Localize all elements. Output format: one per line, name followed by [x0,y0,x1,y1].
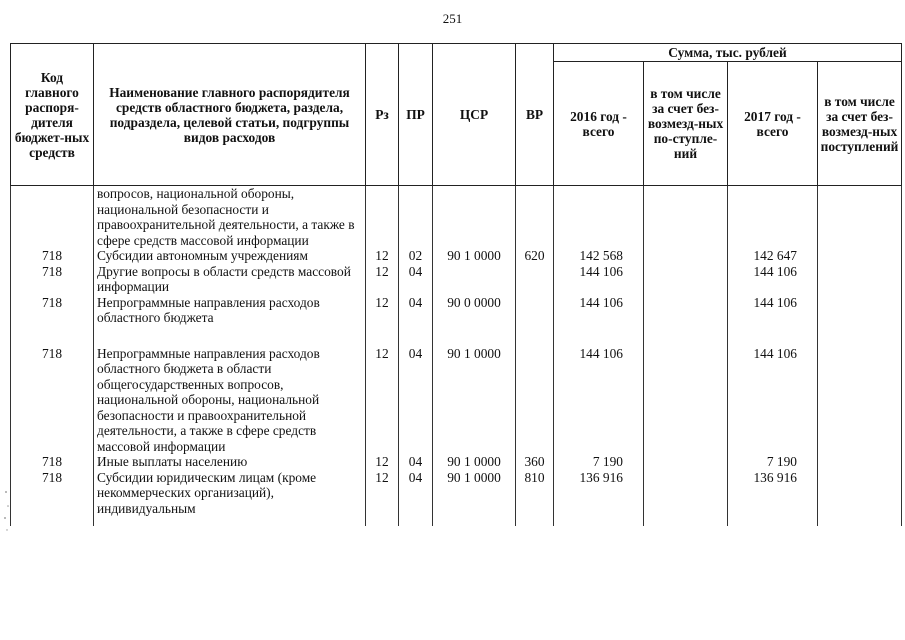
cell-csr [433,186,516,249]
table-row [11,186,902,249]
cell-code: 718 [11,295,94,326]
cell-pr [399,186,433,249]
cell-name: вопросов, национальной обороны, национальной безопасности и правоохранительной деятельности, а также в сфере средств массовой информации [94,186,366,249]
header-name: Наименование главного распорядителя средств областного бюджета, раздела, подраздела, целевой статьи, подгруппы видов расходов [94,44,366,186]
cell-vr: 360 [516,454,554,470]
spacer-cell [94,516,366,526]
spacer-cell [399,516,433,526]
header-2017-total: 2017 год - всего [728,62,818,186]
cell-2017-total: 136 916 [728,470,818,517]
cell-pr: 04 [399,454,433,470]
cell-2016-gratuitous [644,186,728,249]
cell-2017-gratuitous [818,454,902,470]
cell-csr: 90 1 0000 [433,454,516,470]
header-pr: ПР [399,44,433,186]
cell-rz [366,186,399,249]
cell-2016-gratuitous [644,295,728,326]
header-2016-total: 2016 год - всего [554,62,644,186]
table-row [11,295,902,326]
cell-rz: 12 [366,454,399,470]
cell-vr: 810 [516,470,554,517]
cell-2017-total: 7 190 [728,454,818,470]
cell-2016-total [554,186,644,249]
spacer-cell [11,516,94,526]
budget-table [10,43,902,526]
table-body [11,186,902,527]
cell-code: 718 [11,264,94,295]
cell-vr [516,186,554,249]
cell-rz: 12 [366,470,399,517]
table-row [11,264,902,295]
cell-pr: 02 [399,248,433,264]
cell-2016-total: 144 106 [554,326,644,455]
cell-2016-total: 7 190 [554,454,644,470]
cell-2016-total: 144 106 [554,264,644,295]
cell-csr: 90 0 0000 [433,295,516,326]
cell-name: Иные выплаты населению [94,454,366,470]
cell-2016-gratuitous [644,264,728,295]
cell-2017-gratuitous [818,326,902,455]
cell-vr [516,264,554,295]
header-rz: Рз [366,44,399,186]
cell-pr: 04 [399,295,433,326]
cell-code [11,186,94,249]
cell-name: Субсидии юридическим лицам (кроме некоммерческих организаций), индивидуальным [94,470,366,517]
header-sum-group: Сумма, тыс. рублей [554,44,902,62]
cell-csr: 90 1 0000 [433,470,516,517]
spacer-cell [433,516,516,526]
page-number: 251 [442,11,463,26]
cell-2016-total: 144 106 [554,295,644,326]
cell-name: Непрограммные направления расходов областного бюджета в области общегосударственных вопросов, национальной обороны, национальной безопасности и правоохранительной деятельности, а также в сфере средств массовой информации [94,326,366,455]
cell-rz: 12 [366,326,399,455]
cell-rz: 12 [366,264,399,295]
table-row [11,248,902,264]
cell-2016-total: 142 568 [554,248,644,264]
cell-vr [516,295,554,326]
spacer-cell [554,516,644,526]
cell-2017-gratuitous [818,186,902,249]
cell-code: 718 [11,248,94,264]
cell-pr: 04 [399,326,433,455]
cell-pr: 04 [399,470,433,517]
cell-csr [433,264,516,295]
header-csr: ЦСР [433,44,516,186]
cell-vr: 620 [516,248,554,264]
cell-pr: 04 [399,264,433,295]
table-header [11,44,902,186]
cell-csr: 90 1 0000 [433,326,516,455]
cell-name: Непрограммные направления расходов областного бюджета [94,295,366,326]
spacer-cell [818,516,902,526]
cell-name: Субсидии автономным учреждениям [94,248,366,264]
table-row [11,470,902,517]
cell-code: 718 [11,454,94,470]
cell-code: 718 [11,326,94,455]
header-2016-gratuitous: в том числе за счет без-возмезд-ных по-ступле-ний [644,62,728,186]
cell-code: 718 [11,470,94,517]
spacer-cell [366,516,399,526]
table-row [11,326,902,455]
cell-2016-gratuitous [644,248,728,264]
cell-2017-total: 142 647 [728,248,818,264]
table-row [11,454,902,470]
cell-rz: 12 [366,248,399,264]
cell-rz: 12 [366,295,399,326]
header-2017-gratuitous: в том числе за счет без-возмезд-ных поступлений [818,62,902,186]
cell-2017-total: 144 106 [728,295,818,326]
cell-2016-gratuitous [644,454,728,470]
cell-2017-gratuitous [818,264,902,295]
cell-2017-gratuitous [818,295,902,326]
table-row-spacer [11,516,902,526]
cell-2017-total: 144 106 [728,326,818,455]
cell-2017-gratuitous [818,248,902,264]
cell-csr: 90 1 0000 [433,248,516,264]
cell-2016-total: 136 916 [554,470,644,517]
cell-2017-total: 144 106 [728,264,818,295]
cell-vr [516,326,554,455]
cell-2016-gratuitous [644,470,728,517]
cell-2017-gratuitous [818,470,902,517]
cell-2017-total [728,186,818,249]
spacer-cell [728,516,818,526]
header-vr: ВР [516,44,554,186]
spacer-cell [516,516,554,526]
cell-2016-gratuitous [644,326,728,455]
scan-speck-marks [2,488,12,538]
cell-name: Другие вопросы в области средств массовой информации [94,264,366,295]
spacer-cell [644,516,728,526]
header-code: Код главного распоря-дителя бюджет-ных средств [11,44,94,186]
